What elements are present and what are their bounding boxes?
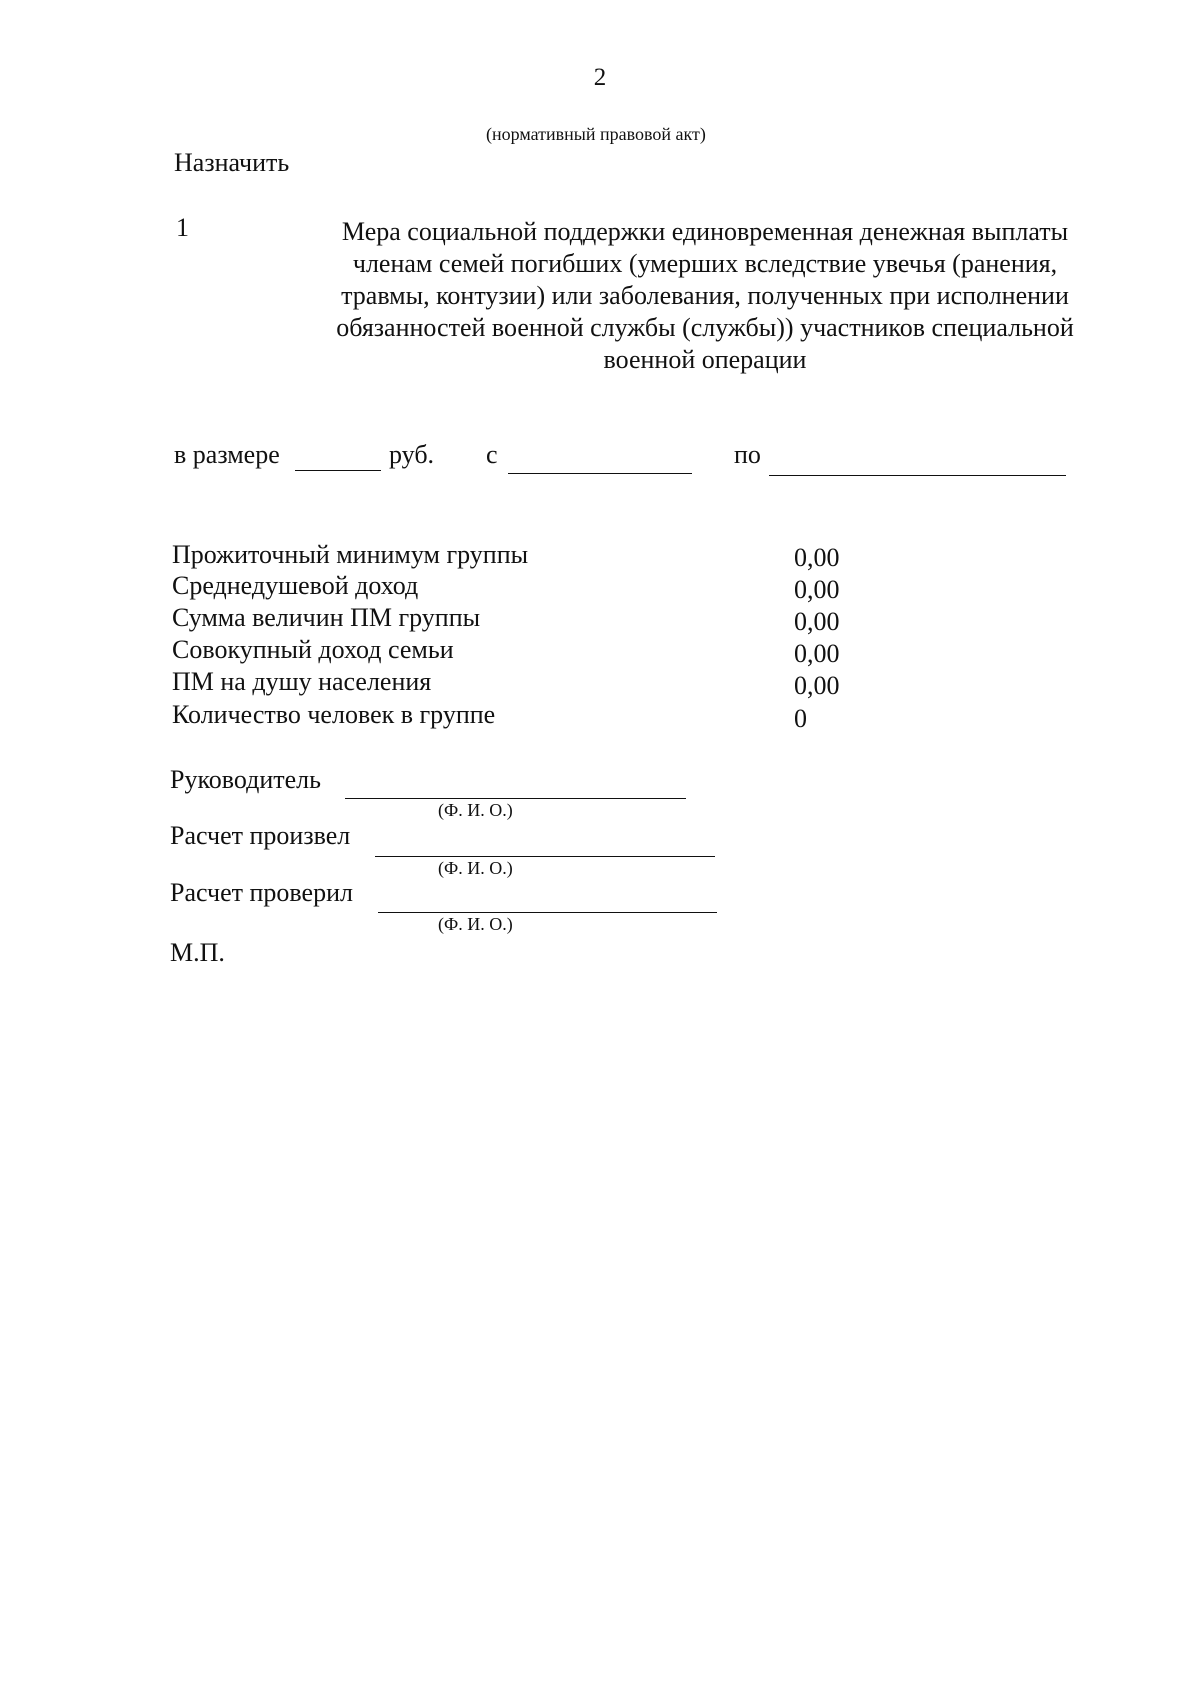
- item-number: 1: [176, 213, 189, 242]
- indicator-label: Количество человек в группе: [172, 700, 496, 729]
- measure-title-line: членам семей погибших (умерших вследствие увечья (ранения,: [352, 249, 1058, 278]
- measure-title: [295, 216, 1115, 376]
- signature-hint: (Ф. И. О.): [438, 858, 513, 878]
- signature-label-calculated: Расчет произвел: [170, 821, 351, 850]
- signature-hint: (Ф. И. О.): [438, 914, 513, 934]
- to-date-blank: [769, 475, 1066, 476]
- measure-title-line: Мера социальной поддержки единовременная денежная выплаты: [341, 217, 1069, 246]
- signature-line-head: [345, 798, 686, 799]
- indicator-value: 0,00: [794, 607, 840, 636]
- measure-title-line: обязанностей военной службы (службы)) участников специальной: [336, 313, 1074, 342]
- page-number: 2: [593, 64, 607, 91]
- assign-heading: Назначить: [174, 148, 290, 177]
- stamp-mark: М.П.: [170, 938, 225, 967]
- indicator-label: Прожиточный минимум группы: [172, 540, 529, 569]
- indicator-label: ПМ на душу населения: [172, 667, 432, 696]
- signature-line-checked: [378, 912, 717, 913]
- measure-title-line: военной операции: [603, 345, 807, 374]
- signature-hint: (Ф. И. О.): [438, 800, 513, 820]
- from-date-label: с: [486, 440, 498, 469]
- indicator-value: 0,00: [794, 575, 840, 604]
- indicator-label: Среднедушевой доход: [172, 571, 419, 600]
- indicator-value: 0,00: [794, 543, 840, 572]
- measure-title-line: травмы, контузии) или заболевания, полученных при исполнении: [341, 281, 1069, 310]
- signature-label-head: Руководитель: [170, 765, 321, 794]
- amount-label: в размере: [174, 440, 280, 469]
- amount-blank: [295, 470, 381, 471]
- indicator-value: 0: [794, 704, 807, 733]
- signature-line-calculated: [375, 856, 715, 857]
- signature-label-checked: Расчет проверил: [170, 878, 353, 907]
- currency-label: руб.: [389, 440, 435, 469]
- indicator-label: Сумма величин ПМ группы: [172, 603, 481, 632]
- from-date-blank: [508, 473, 692, 474]
- act-caption: (нормативный правовой акт): [486, 124, 706, 144]
- indicator-label: Совокупный доход семьи: [172, 635, 454, 664]
- to-date-label: по: [734, 440, 761, 469]
- indicator-value: 0,00: [794, 639, 840, 668]
- indicator-value: 0,00: [794, 671, 840, 700]
